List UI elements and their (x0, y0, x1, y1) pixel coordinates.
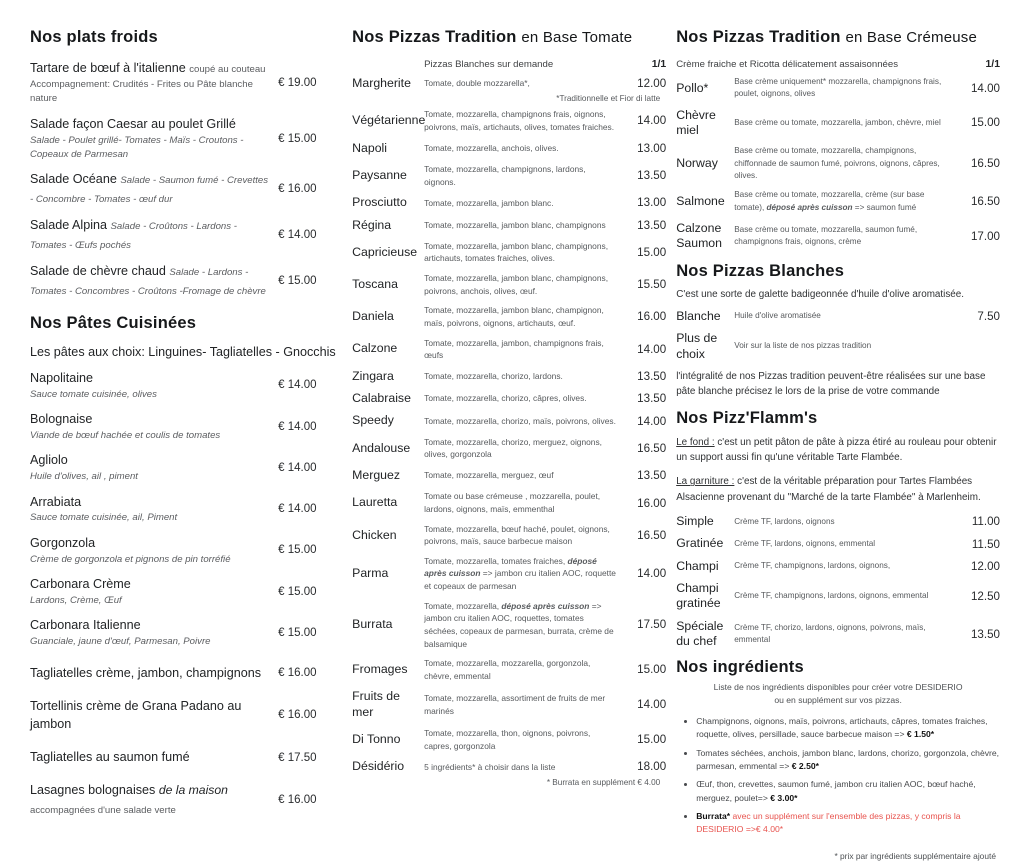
pizza-desc: Huile d'olive aromatisée (734, 311, 821, 321)
pizza-name: Andalouse (352, 440, 411, 455)
pizza-row (676, 145, 1000, 182)
pizza-price: 14.00 (970, 81, 1000, 95)
pizza-price: 14.00 (637, 567, 667, 581)
pizza-name: Chèvre miel (676, 107, 716, 137)
pizza-desc: Crème TF, lardons, oignons (734, 516, 835, 526)
pizza-price: 13.50 (637, 392, 667, 406)
pasta-list (30, 369, 340, 650)
pizza-price: 13.50 (637, 169, 667, 183)
pizza-price: 12.50 (970, 589, 1000, 603)
ingredients-footnote: * prix par ingrédients supplémentaire ajouté (834, 850, 996, 861)
item-body (30, 59, 278, 107)
item-name-note: accompagnées d'une salade verte (30, 805, 176, 817)
item-price: € 16.00 (278, 667, 317, 680)
pizza-desc: Tomate, mozzarella, anchois, olives. (424, 142, 559, 153)
cold-dishes-list (30, 59, 340, 300)
pizza-price: 17.50 (637, 618, 667, 632)
pizza-row (676, 514, 1000, 529)
item-name: Tagliatelles crème, jambon, champignons (30, 665, 262, 680)
pizza-desc: Tomate, mozzarella, jambon blanc, champignons (424, 219, 606, 230)
pizza-price: 16.00 (637, 310, 667, 324)
item-desc: Viande de bœuf hachée et coulis de tomates (30, 429, 221, 441)
item-desc: Salade - Poulet grillé- Tomates - Maïs - Croutons -Copeaux de Parmesan (30, 134, 244, 160)
ingredient-burrata-label: Burrata* (696, 811, 731, 822)
pizza-name: Plus de choix (676, 331, 718, 361)
pizza-price: 15.00 (637, 733, 667, 747)
pizza-price: 16.50 (637, 528, 667, 542)
pizza-name: Chicken (352, 527, 397, 542)
pizza-desc: Tomate, mozzarella, chorizo, maïs, poivrons, olives. (424, 415, 616, 426)
pizza-price: 14.00 (637, 414, 667, 428)
pizza-name: Prosciutto (352, 195, 407, 210)
pizza-name: Pollo* (676, 80, 709, 95)
section-title-ingredients: Nos ingrédients (676, 657, 804, 676)
pizza-row (352, 436, 666, 461)
item-price: € 16.00 (278, 183, 317, 196)
burrata-supplement-note: * Burrata en supplément € 4.00 (546, 777, 661, 787)
pizza-row (352, 272, 666, 297)
item-name: Carbonara Crème (30, 577, 131, 592)
section-title-pizzas-tomate (352, 28, 666, 47)
item-price: € 15.00 (278, 627, 317, 640)
item-name-note: Salade - Croûtons - Lardons - Tomates - Œufs pochés (30, 221, 237, 252)
item-desc: Sauce tomate cuisinée, ail, Piment (30, 512, 178, 524)
item-body (30, 781, 278, 819)
pizza-row (676, 108, 1000, 139)
section-title-pizzas-blanches: Nos Pizzas Blanches (676, 261, 845, 280)
menu-row (30, 664, 340, 683)
pizza-desc: Tomate, mozzarella, merguez, œuf (424, 470, 554, 481)
item-body (30, 493, 278, 526)
pizza-name: Champi gratinée (676, 581, 721, 611)
pizza-desc: Base crème ou tomate, mozzarella, saumon fumé, champignons frais, oignons, crème (734, 224, 918, 247)
pizza-desc: Tomate, mozzarella, champignons frais, oignons, poivrons, maïs, artichauts, olives, tomates fraiches. (424, 109, 615, 132)
pizza-name: Calzone Saumon (676, 220, 722, 251)
item-desc: Lardons, Crème, Œuf (30, 594, 122, 606)
item-desc: Accompagnement: Crudités - Frites ou Pâte blanche nature (30, 78, 253, 105)
pizzas-cremeuse-header (676, 59, 1000, 70)
item-name: Gorgonzola (30, 535, 96, 550)
menu-row (30, 616, 340, 649)
pizza-row (352, 689, 666, 720)
flamms-list (676, 514, 1000, 650)
pizza-name: Di Tonno (352, 731, 401, 746)
pizza-row (676, 559, 1000, 574)
pizza-name: Simple (676, 514, 714, 528)
pizzas-tomate-subtitle: en Base Tomate (521, 29, 633, 46)
menu-row (30, 369, 340, 402)
pizza-desc: Tomate, mozzarella, jambon blanc, champignons, artichauts, tomates fraiches, olives. (424, 240, 609, 264)
pizza-row (352, 413, 666, 428)
item-name: Tagliatelles au saumon fumé (30, 750, 190, 765)
pizza-name: Napoli (352, 140, 388, 155)
pizza-name: Régina (352, 217, 392, 232)
pizza-price: 13.50 (970, 627, 1000, 641)
pizza-name: Parma (352, 566, 389, 581)
item-body (30, 410, 278, 443)
pizza-desc: 5 ingrédients* à choisir dans la liste (424, 761, 556, 772)
menu-row (30, 493, 340, 526)
pizza-price: 15.00 (637, 663, 667, 677)
item-body (30, 575, 278, 608)
pizza-price: 7.50 (977, 310, 1000, 324)
pizzas-cremeuse-header-desc: Crème fraiche et Ricotta délicatement assaisonnées (676, 59, 899, 70)
pizza-price: 13.00 (637, 196, 667, 210)
pizza-name: Zingara (352, 368, 394, 383)
menu-row (30, 115, 340, 163)
pizza-row (352, 759, 666, 774)
item-price: € 17.50 (278, 751, 317, 764)
pizzas-tomate-title: Nos Pizzas Tradition (352, 28, 517, 46)
item-name: Tartare de bœuf à l'italienne (30, 61, 186, 75)
item-name: Carbonara Italienne (30, 618, 141, 633)
flamm-garniture-label: La garniture : (676, 476, 735, 488)
item-price: € 15.00 (278, 585, 317, 598)
pizza-name: Capricieuse (352, 244, 418, 259)
pizza-desc: Tomate, mozzarella, tomates fraiches, déposé après cuisson => jambon cru italien AOC, roquette et copeaux de parmesan (424, 555, 616, 592)
pizza-name: Champi (676, 558, 719, 573)
item-price: € 15.00 (278, 274, 317, 287)
section-title-pizzas-cremeuse (676, 28, 1000, 47)
pizza-price: 13.50 (637, 218, 667, 232)
item-body (30, 216, 278, 254)
pizza-name: Calzone (352, 341, 398, 356)
menu-row (30, 59, 340, 107)
pizza-desc: Tomate, mozzarella, thon, oignons, poivrons, capres, gorgonzola (424, 728, 591, 751)
pizza-row (352, 163, 666, 188)
item-name: Salade façon Caesar au poulet Grillé (30, 116, 236, 131)
pizza-row (676, 619, 1000, 650)
menu-row (30, 262, 340, 300)
menu-row (30, 534, 340, 567)
item-body (30, 534, 278, 567)
column-pizzas-cremeuse (670, 18, 1010, 861)
pizza-price: 16.00 (637, 496, 667, 510)
flamm-fond-text: c'est un petit pâton de pâte à pizza étiré au rouleau pour obtenir un support aussi fin qu'une véritable Tarte Flambée. (676, 436, 997, 463)
pizza-row (352, 304, 666, 329)
pizza-price: 13.50 (637, 469, 667, 483)
pizza-name: Fromages (352, 662, 408, 677)
pizza-desc: Base crème ou tomate, mozzarella, crème (sur base tomate), déposé après cuisson => saumon fumé (734, 190, 925, 212)
item-desc: Huile d'olives, ail , piment (30, 471, 138, 483)
pizza-price: 14.00 (637, 342, 667, 356)
pizza-price: 16.50 (637, 441, 667, 455)
item-name: Arrabiata (30, 494, 82, 509)
pizza-price: 15.00 (637, 245, 667, 259)
pizza-price: 16.50 (970, 157, 1000, 171)
pizza-price: 17.00 (970, 229, 1000, 243)
item-name: Lasagnes bolognaises (30, 783, 156, 798)
pizza-desc: Tomate, double mozzarella*, (424, 78, 530, 89)
pizza-name: Spéciale du chef (676, 618, 724, 649)
flamm-fond-paragraph (676, 435, 1000, 466)
item-desc: Crème de gorgonzola et pignons de pin torréfié (30, 553, 231, 565)
pizza-desc: Tomate, mozzarella, champignons, lardons, oignons. (424, 163, 586, 187)
item-price: € 15.00 (278, 544, 317, 557)
pizza-row (676, 309, 1000, 324)
item-body (30, 748, 278, 767)
ingredients-header (676, 681, 1000, 708)
item-body (30, 616, 278, 649)
item-name: Agliolo (30, 453, 68, 468)
item-name: Bolognaise (30, 411, 93, 426)
flamm-garniture-text: c'est de la véritable préparation pour Tartes Flambées Alsacienne provenant du "Marché de la tarte Flambée" à Marlenheim. (676, 476, 981, 503)
pizza-desc-emphasis: déposé après cuisson (501, 600, 590, 611)
pizza-price: 13.50 (637, 369, 667, 383)
pizza-desc: Base crème ou tomate, mozzarella, champignons, chiffonnade de saumon fumé, poivrons, oignons, câpres, olives. (734, 146, 940, 180)
item-price: € 14.00 (278, 379, 317, 392)
pizza-desc: Crème TF, lardons, oignons, emmental (734, 538, 876, 548)
ingredient-burrata-note: avec un supplément sur l'ensemble des pizzas, y compris la DESIDERIO =>€ 4.00* (696, 811, 961, 835)
pizza-row (352, 108, 666, 133)
pizza-name: Toscana (352, 277, 398, 292)
pizzas-cremeuse-header-price: 1/1 (985, 59, 1000, 70)
pizza-row (676, 76, 1000, 101)
flamm-fond-label: Le fond : (676, 436, 715, 448)
ingredients-header-line1: Liste de nos ingrédients disponibles pour créer votre DESIDERIO (713, 681, 963, 692)
pizza-price: 15.50 (637, 278, 667, 292)
pizza-row (676, 221, 1000, 252)
pizzas-blanches-lead: C'est une sorte de galette badigeonnée d'huile d'olive aromatisée. (676, 288, 965, 300)
ingredient-price: € 3.00* (767, 792, 798, 803)
item-body (30, 170, 278, 208)
pizza-desc: Voir sur la liste de nos pizzas tradition (734, 341, 872, 351)
item-name: Salade de chèvre chaud (30, 263, 166, 278)
ingredient-price: € 2.50* (789, 761, 819, 772)
item-desc: Guanciale, jaune d'œuf, Parmesan, Poivre (30, 636, 211, 648)
pizza-row (352, 141, 666, 156)
pizza-price: 11.50 (971, 537, 1000, 551)
pizza-desc: Crème TF, champignons, lardons, oignons, (734, 561, 891, 571)
pizza-name: Lauretta (352, 495, 398, 510)
pizzas-blanches-list (676, 309, 1000, 362)
item-body (30, 451, 278, 484)
pizza-row (352, 600, 666, 650)
pizzas-blanches-note: l'intégralité de nos Pizzas tradition peuvent-être réalisées sur une base pâte blanche précisez le lors de la prise de votre commande (676, 370, 986, 398)
item-name: Tortellinis crème de Grana Padano au jambon (30, 698, 242, 732)
menu-row (30, 451, 340, 484)
pizza-row (676, 536, 1000, 551)
pizza-name: Fruits de mer (352, 689, 400, 719)
pizza-name: Gratinée (676, 536, 724, 551)
pizza-name: Merguez (352, 468, 400, 483)
pizzas-tomate-header-desc: Pizzas Blanches sur demande (424, 59, 554, 70)
pizza-name: Paysanne (352, 167, 407, 182)
pizza-desc: Tomate, mozzarella, bœuf haché, poulet, oignons, poivrons, maïs, sauce barbecue maison (424, 523, 610, 547)
pizza-name: Margherite (352, 76, 411, 90)
pizza-name: Calabraise (352, 391, 411, 406)
pizzas-tomate-list (352, 76, 666, 787)
pizza-row (352, 369, 666, 384)
pizza-name: Désidério (352, 759, 405, 774)
pizza-row (352, 218, 666, 233)
menu-row (30, 575, 340, 608)
pizza-desc: Tomate, mozzarella, chorizo, merguez, oignons, olives, gorgonzola (424, 436, 602, 460)
pizza-desc: Crème TF, chorizo, lardons, oignons, poivrons, maïs, emmental (734, 622, 926, 645)
pizza-desc: Tomate, mozzarella, jambon blanc, champignons, poivrons, anchois, olives, œuf. (424, 273, 609, 296)
pizza-desc: Base crème uniquement* mozzarella, champignons frais, poulet, oignons, olives (734, 77, 942, 99)
pizza-row (676, 581, 1000, 612)
item-name-italic: de la maison (158, 783, 228, 798)
pizza-price: 12.00 (637, 77, 667, 91)
pizza-price: 14.00 (637, 698, 667, 712)
column-pizzas-tomate (348, 18, 670, 787)
pizza-name: Daniela (352, 309, 394, 324)
pizza-row (676, 331, 1000, 362)
item-price: € 19.00 (278, 76, 317, 89)
item-price: € 15.00 (278, 132, 317, 145)
menu-row (30, 170, 340, 208)
pizza-price: 11.00 (971, 515, 1000, 529)
pizza-row (352, 337, 666, 362)
pizza-price: 14.00 (637, 114, 667, 128)
column-cold-dishes-and-pasta (14, 18, 348, 817)
ingredient-item: • Champignons, oignons, maïs, poivrons, artichauts, câpres, tomates fraiches, roquette, olives, persillade, sauce barbecue maison => € 1.50* (696, 715, 1000, 742)
pizza-desc: Tomate ou base crémeuse , mozzarella, poulet, lardons, oignons, maïs, emmenthal (424, 491, 601, 515)
pizza-row (352, 727, 666, 752)
pizza-row (352, 391, 666, 406)
flamm-garniture-paragraph (676, 474, 1000, 505)
menu-row (30, 410, 340, 443)
pizza-desc: Tomate, mozzarella, mozzarella, gorgonzola, chèvre, emmental (424, 658, 591, 681)
pizza-desc: Tomate, mozzarella, déposé après cuisson => jambon cru italien AOC, roquettes, tomates séchées, copeaux de parmesan, burrata, crème de balsamique (424, 600, 614, 649)
pizzas-cremeuse-subtitle: en Base Crémeuse (845, 29, 978, 46)
item-price: € 14.00 (278, 503, 317, 516)
pizzas-tomate-header-price: 1/1 (651, 59, 667, 70)
pizza-desc-emphasis: déposé après cuisson (424, 555, 597, 579)
item-body (30, 262, 278, 300)
pizza-row (352, 76, 666, 91)
item-name-note: Salade - Saumon fumé - Crevettes - Concombre - Tomates - œuf dur (30, 175, 269, 206)
pizza-desc: Tomate, mozzarella, assortiment de fruits de mer marinés (424, 693, 606, 716)
item-desc: Sauce tomate cuisinée, olives (30, 388, 157, 400)
menu-row (30, 748, 340, 767)
item-body (30, 697, 278, 735)
pizza-price: 12.00 (970, 559, 1000, 573)
item-price: € 16.00 (278, 794, 317, 807)
item-name-note: coupé au couteau (189, 64, 266, 75)
pizza-desc: Tomate, mozzarella, jambon blanc. (424, 197, 554, 208)
section-title-pasta: Nos Pâtes Cuisinées (30, 313, 197, 332)
margherite-footnote: *Traditionnelle et Fior di latte (556, 94, 661, 104)
item-name: Salade Océane (30, 172, 117, 187)
item-name: Napolitaine (30, 370, 94, 385)
section-title-flamms: Nos Pizz'Flamm's (676, 408, 818, 427)
pizza-desc: Crème TF, champignons, lardons, oignons, emmental (734, 591, 929, 601)
item-name: Salade Alpina (30, 218, 108, 233)
pasta-lead: Les pâtes aux choix: Linguines- Tagliatelles - Gnocchis (30, 344, 336, 359)
pizza-row (352, 523, 666, 548)
pizza-price: 13.00 (637, 141, 667, 155)
item-body (30, 369, 278, 402)
pizzas-tomate-header (352, 59, 666, 70)
pizza-row (352, 468, 666, 483)
item-body (30, 664, 278, 683)
pizza-name: Burrata (352, 617, 393, 632)
menu-row (30, 697, 340, 735)
ingredient-price: € 1.50* (904, 729, 935, 740)
ingredient-item: • Œuf, thon, crevettes, saumon fumé, jambon cru italien AOC, bœuf haché, merguez, poulet=> € 3.00* (696, 778, 1000, 805)
pizza-name: Végétarienne (352, 113, 426, 128)
ingredients-list (676, 715, 1000, 837)
pizza-row (352, 555, 666, 593)
pizza-name: Speedy (352, 413, 394, 428)
pizza-row (676, 189, 1000, 214)
pasta-plain-list (30, 664, 340, 819)
menu-row (30, 781, 340, 819)
pizza-desc: Tomate, mozzarella, chorizo, lardons. (424, 371, 563, 382)
pizza-price: 18.00 (637, 760, 667, 774)
pizzas-cremeuse-list (676, 76, 1000, 252)
item-price: € 14.00 (278, 420, 317, 433)
pizza-price: 16.50 (970, 195, 1000, 208)
item-price: € 16.00 (278, 709, 317, 722)
section-title-cold-dishes: Nos plats froids (30, 28, 158, 46)
item-name-note: Salade - Lardons -Tomates - Concombres - Croûtons -Fromage de chèvre (30, 266, 266, 297)
item-price: € 14.00 (278, 229, 317, 242)
pizza-row (352, 240, 666, 265)
pizza-price: 15.00 (970, 116, 1000, 130)
pizza-desc: Tomate, mozzarella, jambon blanc, champignon, maïs, poivrons, oignons, artichauts, œuf. (424, 305, 604, 328)
menu-row (30, 216, 340, 254)
ingredients-header-line2: ou en supplément sur vos pizzas. (774, 694, 902, 705)
pizza-name: Salmone (676, 193, 725, 208)
pizzas-cremeuse-title: Nos Pizzas Tradition (676, 28, 841, 46)
pizza-row (352, 657, 666, 682)
pizza-name: Norway (676, 156, 718, 171)
ingredient-item-burrata (696, 810, 1000, 837)
pizza-row (352, 490, 666, 515)
pizza-desc: Tomate, mozzarella, jambon, champignons frais, œufs (424, 337, 604, 361)
ingredient-item: • Tomates séchées, anchois, jambon blanc, lardons, chorizo, gorgonzola, chèvre, parmesan, emmental => € 2.50* (696, 747, 1000, 774)
item-body (30, 115, 278, 163)
pizza-name: Blanche (676, 308, 721, 323)
pizza-desc: Base crème ou tomate, mozzarella, jambon, chèvre, miel (734, 117, 941, 127)
pizza-row (352, 195, 666, 210)
pizza-desc-emphasis: déposé après cuisson (766, 202, 853, 212)
item-price: € 14.00 (278, 461, 317, 474)
pizza-desc: Tomate, mozzarella, chorizo, câpres, olives. (424, 393, 587, 404)
